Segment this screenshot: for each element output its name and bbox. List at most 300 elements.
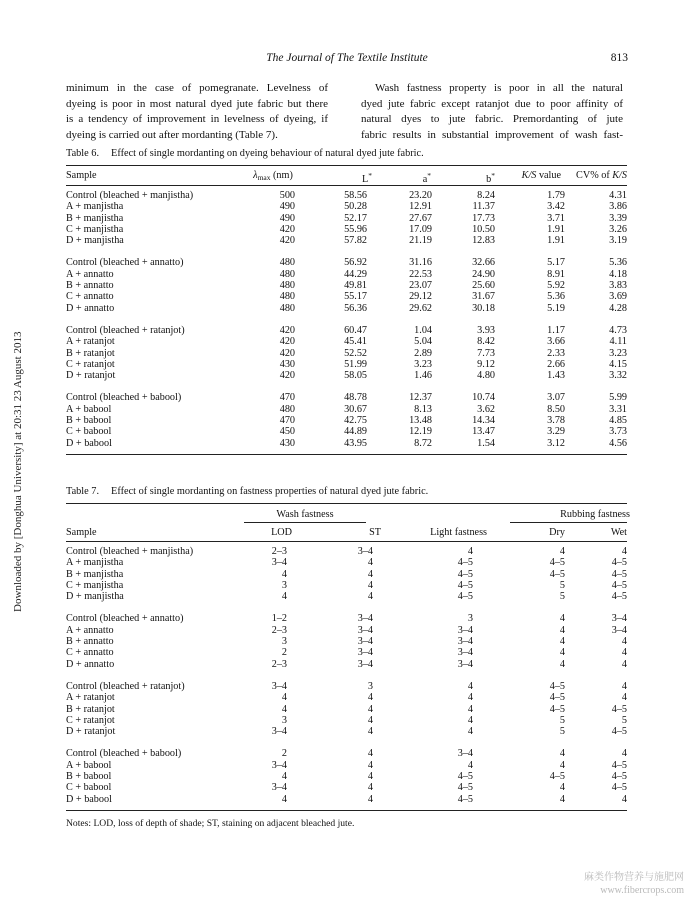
value-cell: 4 <box>281 568 287 580</box>
value-cell: 4 <box>367 759 373 771</box>
table6-col-l: L* <box>362 171 372 185</box>
text-line: natural dyes to jute fabric. Premordanting of jute <box>361 113 623 126</box>
value-cell: 4 <box>367 579 373 591</box>
group-spacer <box>66 737 627 748</box>
table7-top-rule <box>66 503 627 504</box>
value-cell: 3.62 <box>477 403 495 415</box>
value-cell: 8.72 <box>414 437 432 449</box>
value-cell: 3–4 <box>271 759 287 771</box>
table6-header <box>66 170 627 185</box>
value-cell: 5.19 <box>547 302 565 314</box>
value-cell: 43.95 <box>344 437 367 449</box>
value-cell: 3–4 <box>357 647 373 659</box>
value-cell: 430 <box>279 358 295 370</box>
sample-cell: D + ratanjot <box>66 370 116 382</box>
value-cell: 4 <box>367 782 373 794</box>
value-cell: 44.89 <box>344 426 367 438</box>
sample-cell: Control (bleached + babool) <box>66 748 182 760</box>
value-cell: 4 <box>621 658 627 670</box>
sample-cell: A + annatto <box>66 624 114 636</box>
value-cell: 4 <box>467 703 473 715</box>
download-stamp: Downloaded by [Donghua University] at 20:31 23 August 2013 <box>12 331 24 612</box>
group-spacer <box>66 314 627 325</box>
value-cell: 3.12 <box>547 437 565 449</box>
value-cell: 4–5 <box>611 703 627 715</box>
table7-col-wet: Wet <box>610 527 627 538</box>
text-line: dyeing is carried out after mordanting (Table 7). <box>66 128 278 141</box>
value-cell: 21.19 <box>409 235 432 247</box>
value-cell: 3–4 <box>611 624 627 636</box>
table-row <box>66 190 627 201</box>
value-cell: 5.92 <box>547 280 565 292</box>
value-cell: 420 <box>279 347 295 359</box>
value-cell: 4 <box>621 636 627 648</box>
value-cell: 3.71 <box>547 212 565 224</box>
table7-col-dry: Dry <box>549 527 565 538</box>
value-cell: 4 <box>621 647 627 659</box>
sample-cell: B + babool <box>66 415 112 427</box>
table7-col-sample: Sample <box>66 527 97 538</box>
watermark-cn: 麻类作物营养与施肥网 <box>584 872 684 883</box>
value-cell: 4 <box>559 647 565 659</box>
sample-cell: D + manjistha <box>66 235 124 247</box>
value-cell: 31.16 <box>409 257 432 269</box>
watermark-url: www.fibercrops.com <box>600 885 684 896</box>
value-cell: 4–5 <box>457 579 473 591</box>
sample-cell: C + annatto <box>66 291 114 303</box>
group-spacer <box>66 381 627 392</box>
value-cell: 3–4 <box>357 658 373 670</box>
value-cell: 2.89 <box>414 347 432 359</box>
value-cell: 4.28 <box>609 302 627 314</box>
value-cell: 4–5 <box>457 771 473 783</box>
value-cell: 3–4 <box>357 546 373 557</box>
value-cell: 3.32 <box>609 370 627 382</box>
value-cell: 4–5 <box>611 568 627 580</box>
table-row <box>66 257 627 268</box>
value-cell: 3–4 <box>611 613 627 625</box>
value-cell: 3–4 <box>457 624 473 636</box>
value-cell: 3–4 <box>271 726 287 738</box>
table6-caption-text: Effect of single mordanting on dyeing behaviour of natural dyed jute fabric. <box>111 148 424 159</box>
value-cell: 3 <box>281 579 287 591</box>
value-cell: 17.09 <box>409 223 432 235</box>
sample-cell: D + babool <box>66 793 112 805</box>
value-cell: 2 <box>281 748 287 760</box>
sample-cell: C + babool <box>66 782 112 794</box>
group-spacer <box>66 246 627 257</box>
value-cell: 1.43 <box>547 370 565 382</box>
value-cell: 4–5 <box>611 782 627 794</box>
value-cell: 5.36 <box>609 257 627 269</box>
value-cell: 3.29 <box>547 426 565 438</box>
table7-rubbing-span-rule <box>510 522 627 523</box>
table6-bottom-rule <box>66 454 627 455</box>
value-cell: 52.17 <box>344 212 367 224</box>
text-line: is a tendency of improvement in levelness of dyeing, if <box>66 113 328 126</box>
value-cell: 4 <box>621 680 627 692</box>
value-cell: 480 <box>279 302 295 314</box>
value-cell: 3.66 <box>547 336 565 348</box>
value-cell: 60.47 <box>344 324 367 336</box>
value-cell: 2–3 <box>271 658 287 670</box>
value-cell: 3.39 <box>609 212 627 224</box>
table-row <box>66 280 627 291</box>
value-cell: 4 <box>281 703 287 715</box>
value-cell: 29.62 <box>409 302 432 314</box>
table7-col-lod: LOD <box>271 527 292 538</box>
table-row <box>66 659 627 670</box>
table-row <box>66 438 627 449</box>
value-cell: 4 <box>559 658 565 670</box>
table-row <box>66 715 627 726</box>
value-cell: 3–4 <box>457 748 473 760</box>
table6-col-lambda: $\lambda_{max}$ (nm) <box>253 170 293 182</box>
value-cell: 1.79 <box>547 190 565 201</box>
value-cell: 1.04 <box>414 324 432 336</box>
value-cell: 48.78 <box>344 392 367 404</box>
value-cell: 3–4 <box>271 557 287 569</box>
value-cell: 3–4 <box>357 636 373 648</box>
value-cell: 12.19 <box>409 426 432 438</box>
sample-cell: C + babool <box>66 426 112 438</box>
table-row <box>66 291 627 302</box>
value-cell: 12.91 <box>409 201 432 213</box>
value-cell: 45.41 <box>344 336 367 348</box>
value-cell: 4–5 <box>549 557 565 569</box>
table-row <box>66 569 627 580</box>
sample-cell: A + ratanjot <box>66 692 115 704</box>
table-row <box>66 235 627 246</box>
value-cell: 4–5 <box>457 793 473 805</box>
value-cell: 480 <box>279 280 295 292</box>
table-row <box>66 404 627 415</box>
value-cell: 5 <box>559 726 565 738</box>
value-cell: 4.15 <box>609 358 627 370</box>
sample-cell: Control (bleached + ratanjot) <box>66 324 185 336</box>
table-row <box>66 580 627 591</box>
value-cell: 480 <box>279 403 295 415</box>
value-cell: 11.37 <box>472 201 495 213</box>
sample-cell: D + annatto <box>66 658 115 670</box>
table-row <box>66 760 627 771</box>
value-cell: 4.11 <box>609 336 627 348</box>
value-cell: 3.86 <box>609 201 627 213</box>
value-cell: 4–5 <box>611 591 627 603</box>
value-cell: 4 <box>367 692 373 704</box>
value-cell: 480 <box>279 268 295 280</box>
table-row <box>66 415 627 426</box>
value-cell: 57.82 <box>344 235 367 247</box>
value-cell: 44.29 <box>344 268 367 280</box>
value-cell: 23.20 <box>409 190 432 201</box>
value-cell: 56.36 <box>344 302 367 314</box>
value-cell: 4 <box>367 591 373 603</box>
value-cell: 4–5 <box>611 579 627 591</box>
value-cell: 4 <box>367 714 373 726</box>
table-row <box>66 771 627 782</box>
value-cell: 2–3 <box>271 624 287 636</box>
value-cell: 17.73 <box>472 212 495 224</box>
table7-wash-span-rule <box>244 522 366 523</box>
text-line: dyeing is poor in most natural dyed jute fabric but there <box>66 97 328 110</box>
table7-bottom-rule <box>66 810 627 811</box>
value-cell: 4 <box>367 726 373 738</box>
value-cell: 29.12 <box>409 291 432 303</box>
table-row <box>66 303 627 314</box>
value-cell: 4 <box>559 546 565 557</box>
value-cell: 3 <box>467 613 473 625</box>
value-cell: 420 <box>279 235 295 247</box>
value-cell: 4 <box>281 793 287 805</box>
value-cell: 8.42 <box>477 336 495 348</box>
value-cell: 4 <box>559 613 565 625</box>
value-cell: 3 <box>281 636 287 648</box>
value-cell: 3.19 <box>609 235 627 247</box>
value-cell: 4–5 <box>549 568 565 580</box>
table-row <box>66 726 627 737</box>
table6-header-rule <box>66 185 627 186</box>
body-text-right <box>361 81 623 143</box>
sample-cell: B + manjistha <box>66 212 124 224</box>
value-cell: 1.54 <box>477 437 495 449</box>
value-cell: 4 <box>467 726 473 738</box>
sample-cell: B + ratanjot <box>66 347 115 359</box>
table-row <box>66 392 627 403</box>
value-cell: 55.17 <box>344 291 367 303</box>
value-cell: 1.17 <box>547 324 565 336</box>
table-row <box>66 748 627 759</box>
value-cell: 3.93 <box>477 324 495 336</box>
value-cell: 3.42 <box>547 201 565 213</box>
value-cell: 12.37 <box>409 392 432 404</box>
value-cell: 52.52 <box>344 347 367 359</box>
value-cell: 8.91 <box>547 268 565 280</box>
body-text-left <box>66 81 328 143</box>
value-cell: 470 <box>279 392 295 404</box>
value-cell: 27.67 <box>409 212 432 224</box>
value-cell: 3.78 <box>547 415 565 427</box>
value-cell: 3–4 <box>357 624 373 636</box>
value-cell: 4–5 <box>457 568 473 580</box>
group-spacer <box>66 602 627 613</box>
sample-cell: Control (bleached + ratanjot) <box>66 680 185 692</box>
table6-col-ks: K/S value <box>521 170 561 181</box>
table-row <box>66 546 627 557</box>
value-cell: 31.67 <box>472 291 495 303</box>
value-cell: 25.60 <box>472 280 495 292</box>
value-cell: 4.56 <box>609 437 627 449</box>
value-cell: 8.50 <box>547 403 565 415</box>
sample-cell: Control (bleached + babool) <box>66 392 182 404</box>
value-cell: 4 <box>367 568 373 580</box>
table-row <box>66 213 627 224</box>
sample-cell: A + annatto <box>66 268 114 280</box>
text-line: minimum in the case of pomegranate. Levelness of <box>66 82 328 94</box>
table7-group-wash: Wash fastness <box>276 509 334 520</box>
value-cell: 9.12 <box>477 358 495 370</box>
value-cell: 4 <box>559 782 565 794</box>
value-cell: 24.90 <box>472 268 495 280</box>
table-row <box>66 370 627 381</box>
value-cell: 3–4 <box>457 658 473 670</box>
value-cell: 55.96 <box>344 223 367 235</box>
value-cell: 58.05 <box>344 370 367 382</box>
value-cell: 4–5 <box>611 759 627 771</box>
value-cell: 4.80 <box>477 370 495 382</box>
value-cell: 4 <box>621 692 627 704</box>
table7-col-st: ST <box>369 527 381 538</box>
value-cell: 5 <box>559 591 565 603</box>
value-cell: 490 <box>279 212 295 224</box>
value-cell: 3–4 <box>271 680 287 692</box>
table6-col-a: a* <box>422 171 431 185</box>
value-cell: 4 <box>367 771 373 783</box>
value-cell: 3.23 <box>609 347 627 359</box>
sample-cell: B + annatto <box>66 280 114 292</box>
value-cell: 3.31 <box>609 403 627 415</box>
value-cell: 4.73 <box>609 324 627 336</box>
value-cell: 3–4 <box>457 636 473 648</box>
table7-body <box>66 546 627 805</box>
value-cell: 23.07 <box>409 280 432 292</box>
value-cell: 4 <box>621 546 627 557</box>
sample-cell: A + manjistha <box>66 201 124 213</box>
value-cell: 3.23 <box>414 358 432 370</box>
table-row <box>66 681 627 692</box>
table7-number: Table 7. <box>66 486 100 497</box>
value-cell: 4 <box>621 748 627 760</box>
value-cell: 2–3 <box>271 546 287 557</box>
value-cell: 5.17 <box>547 257 565 269</box>
value-cell: 5.04 <box>414 336 432 348</box>
value-cell: 4–5 <box>549 771 565 783</box>
value-cell: 32.66 <box>472 257 495 269</box>
sample-cell: C + ratanjot <box>66 358 115 370</box>
value-cell: 420 <box>279 370 295 382</box>
value-cell: 50.28 <box>344 201 367 213</box>
table6-caption <box>66 148 424 159</box>
text-line: Wash fastness property is poor in all the natural <box>375 82 623 94</box>
table7-header <box>66 527 627 538</box>
sample-cell: A + manjistha <box>66 557 124 569</box>
sample-cell: A + babool <box>66 403 112 415</box>
table-row <box>66 704 627 715</box>
running-head: The Journal of The Textile Institute <box>266 52 428 64</box>
value-cell: 42.75 <box>344 415 367 427</box>
value-cell: 480 <box>279 291 295 303</box>
value-cell: 420 <box>279 336 295 348</box>
value-cell: 4 <box>559 748 565 760</box>
value-cell: 3–4 <box>357 613 373 625</box>
value-cell: 5 <box>559 714 565 726</box>
watermark <box>584 871 684 897</box>
sample-cell: B + ratanjot <box>66 703 115 715</box>
sample-cell: Control (bleached + annatto) <box>66 613 184 625</box>
value-cell: 2.66 <box>547 358 565 370</box>
value-cell: 3.07 <box>547 392 565 404</box>
value-cell: 3 <box>281 714 287 726</box>
sample-cell: B + manjistha <box>66 568 124 580</box>
value-cell: 4–5 <box>549 703 565 715</box>
table6-number: Table 6. <box>66 148 100 159</box>
table-row <box>66 224 627 235</box>
value-cell: 4 <box>621 793 627 805</box>
sample-cell: C + manjistha <box>66 579 124 591</box>
value-cell: 7.73 <box>477 347 495 359</box>
table6-top-rule <box>66 165 627 166</box>
value-cell: 4.85 <box>609 415 627 427</box>
value-cell: 10.50 <box>472 223 495 235</box>
value-cell: 3.69 <box>609 291 627 303</box>
table7-col-light: Light fastness <box>430 527 487 538</box>
table-row <box>66 336 627 347</box>
sample-cell: C + manjistha <box>66 223 124 235</box>
value-cell: 500 <box>279 190 295 201</box>
page-number: 813 <box>610 52 628 64</box>
value-cell: 5 <box>621 714 627 726</box>
sample-cell: B + babool <box>66 771 112 783</box>
table6-body <box>66 190 627 449</box>
value-cell: 4 <box>367 793 373 805</box>
table-row <box>66 201 627 212</box>
group-spacer <box>66 670 627 681</box>
value-cell: 3–4 <box>271 782 287 794</box>
value-cell: 4–5 <box>457 782 473 794</box>
value-cell: 4.18 <box>609 268 627 280</box>
value-cell: 4 <box>467 714 473 726</box>
value-cell: 4 <box>281 771 287 783</box>
sample-cell: A + babool <box>66 759 112 771</box>
value-cell: 3.26 <box>609 223 627 235</box>
value-cell: 4 <box>559 636 565 648</box>
value-cell: 8.13 <box>414 403 432 415</box>
table-row <box>66 348 627 359</box>
value-cell: 4–5 <box>457 557 473 569</box>
value-cell: 49.81 <box>344 280 367 292</box>
value-cell: 10.74 <box>472 392 495 404</box>
value-cell: 2.33 <box>547 347 565 359</box>
table-row <box>66 782 627 793</box>
sample-cell: C + annatto <box>66 647 114 659</box>
value-cell: 51.99 <box>344 358 367 370</box>
table-row <box>66 359 627 370</box>
value-cell: 4–5 <box>611 557 627 569</box>
sample-cell: Control (bleached + manjistha) <box>66 190 194 201</box>
table-row <box>66 613 627 624</box>
table-row <box>66 647 627 658</box>
table-row <box>66 636 627 647</box>
value-cell: 4 <box>559 793 565 805</box>
value-cell: 1–2 <box>271 613 287 625</box>
value-cell: 22.53 <box>409 268 432 280</box>
value-cell: 4 <box>559 759 565 771</box>
table-row <box>66 557 627 568</box>
value-cell: 4.31 <box>609 190 627 201</box>
value-cell: 470 <box>279 415 295 427</box>
table6-col-cv: CV% of K/S <box>576 170 627 181</box>
value-cell: 4 <box>367 748 373 760</box>
value-cell: 430 <box>279 437 295 449</box>
value-cell: 5 <box>559 579 565 591</box>
value-cell: 3.83 <box>609 280 627 292</box>
value-cell: 13.48 <box>409 415 432 427</box>
table-row <box>66 426 627 437</box>
value-cell: 13.47 <box>472 426 495 438</box>
value-cell: 4 <box>281 692 287 704</box>
value-cell: 450 <box>279 426 295 438</box>
sample-cell: D + babool <box>66 437 112 449</box>
